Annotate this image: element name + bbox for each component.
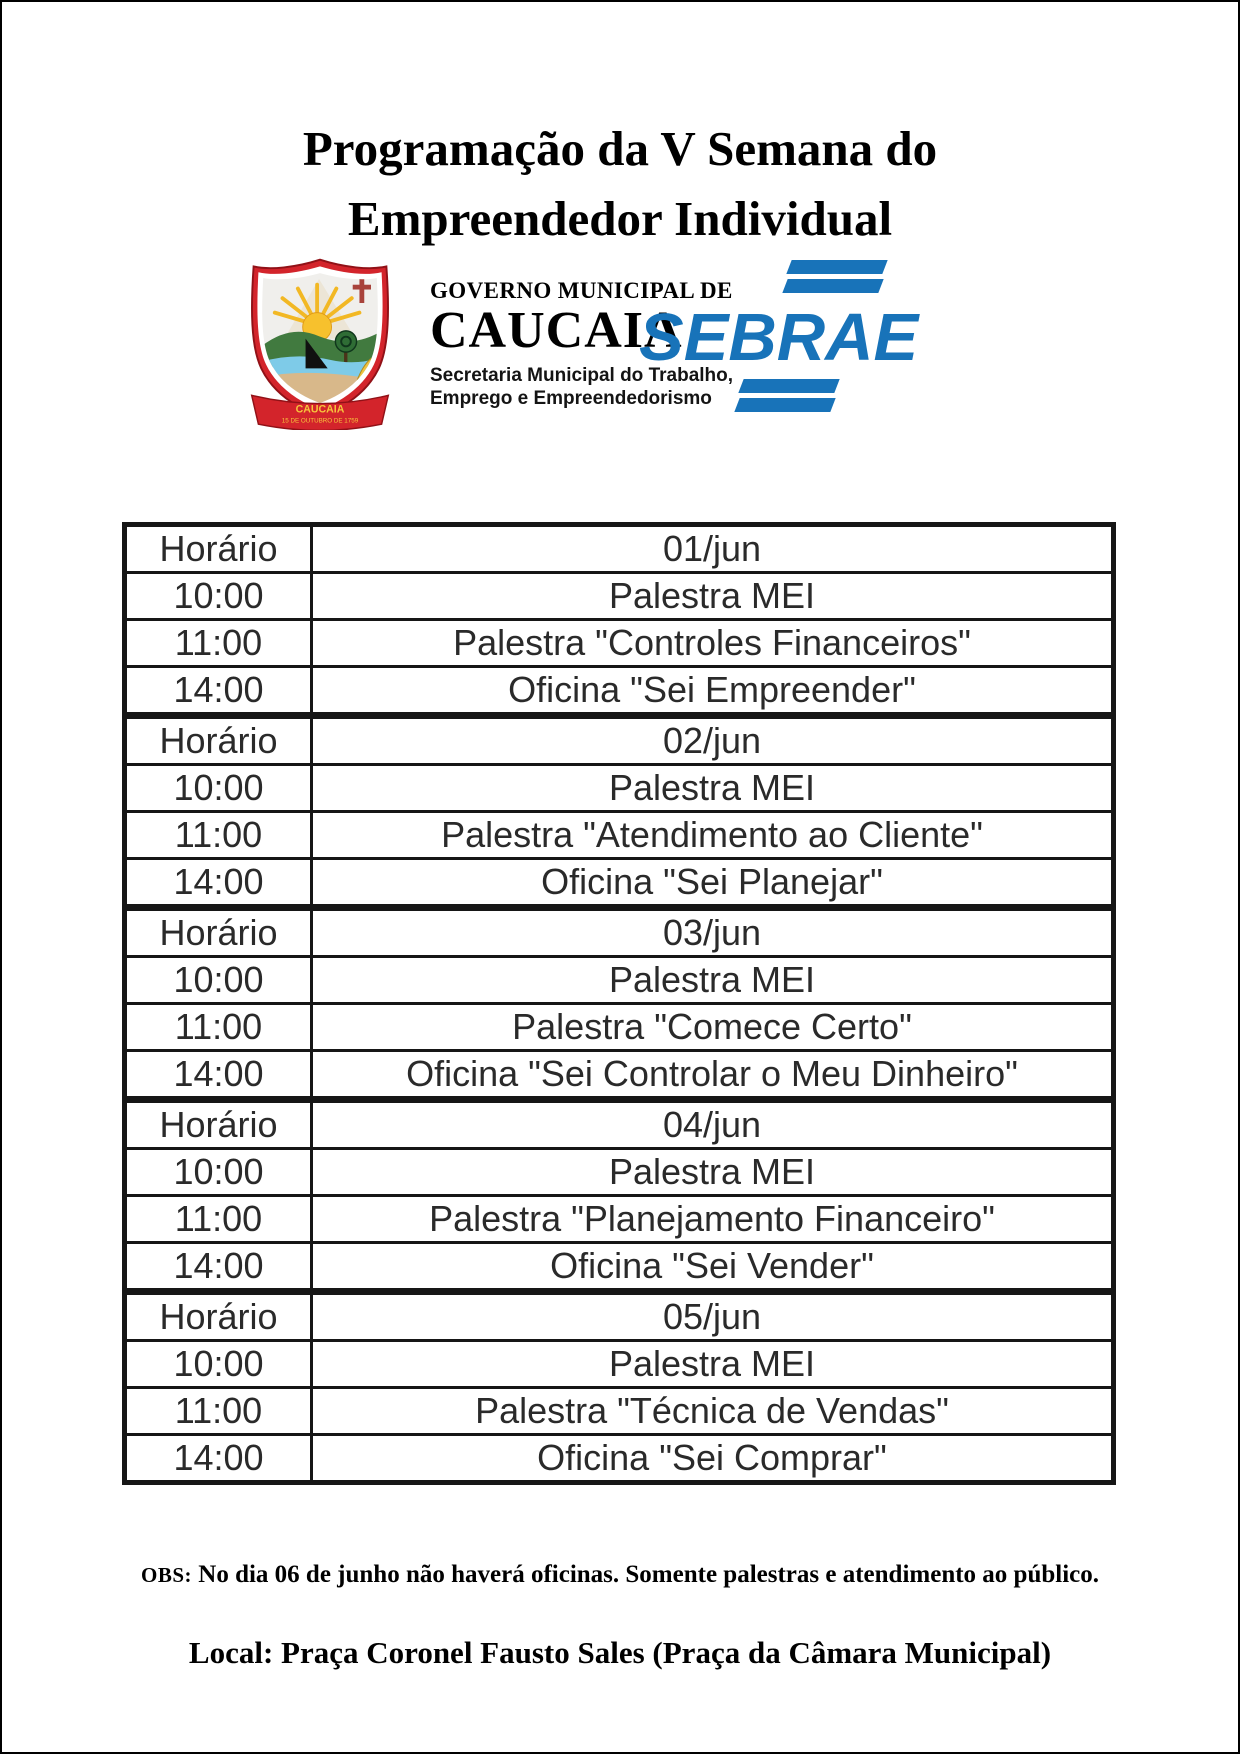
obs-label: OBS: (141, 1563, 193, 1587)
activity-cell: Oficina "Sei Controlar o Meu Dinheiro" (312, 1051, 1114, 1100)
sebrae-logo (637, 260, 919, 420)
date-cell: 01/jun (312, 525, 1114, 573)
day-header-row (125, 525, 1114, 573)
sebrae-bar-icon (738, 379, 839, 393)
activity-cell: Palestra "Atendimento ao Cliente" (312, 812, 1114, 859)
tree-foliage (335, 331, 356, 352)
schedule-row (125, 620, 1114, 667)
day-header-row (125, 1100, 1114, 1149)
gov-secretariat-line1: Secretaria Municipal do Trabalho, (430, 365, 734, 387)
schedule-row (125, 1004, 1114, 1051)
time-cell: 10:00 (125, 957, 312, 1004)
page-title (2, 114, 1238, 253)
gov-name: CAUCAIA (430, 302, 683, 359)
activity-cell: Palestra "Técnica de Vendas" (312, 1388, 1114, 1435)
schedule-row (125, 667, 1114, 716)
sebrae-bar-icon (734, 398, 835, 412)
time-header-cell: Horário (125, 1292, 312, 1341)
schedule-row (125, 1435, 1114, 1483)
time-header-cell: Horário (125, 1100, 312, 1149)
schedule-row (125, 765, 1114, 812)
schedule-row (125, 1051, 1114, 1100)
time-cell: 14:00 (125, 1243, 312, 1292)
time-cell: 11:00 (125, 1388, 312, 1435)
schedule-row (125, 1341, 1114, 1388)
caucaia-crest-logo (238, 252, 402, 430)
time-header-cell: Horário (125, 908, 312, 957)
obs-note (2, 1561, 1238, 1589)
date-cell: 05/jun (312, 1292, 1114, 1341)
sebrae-bar-icon (782, 279, 883, 293)
ribbon-subtitle: 15 DE OUTUBRO DE 1759 (281, 417, 359, 425)
schedule-row (125, 812, 1114, 859)
day-header-row (125, 1292, 1114, 1341)
activity-cell: Palestra MEI (312, 1149, 1114, 1196)
activity-cell: Palestra "Planejamento Financeiro" (312, 1196, 1114, 1243)
gov-secretariat-line2: Emprego e Empreendedorismo (430, 388, 712, 410)
schedule-table-body (125, 525, 1114, 1483)
sebrae-wordmark: SEBRAE (639, 300, 919, 375)
schedule-row (125, 1149, 1114, 1196)
time-cell: 14:00 (125, 1051, 312, 1100)
activity-cell: Palestra "Controles Financeiros" (312, 620, 1114, 667)
activity-cell: Oficina "Sei Empreender" (312, 667, 1114, 716)
time-cell: 11:00 (125, 1004, 312, 1051)
obs-text: No dia 06 de junho não haverá oficinas. Somente palestras e atendimento ao público. (198, 1561, 1099, 1588)
activity-cell: Palestra MEI (312, 957, 1114, 1004)
caucaia-gov-text (430, 278, 734, 410)
page-title-line1: Programação da V Semana do (302, 121, 938, 176)
time-cell: 14:00 (125, 667, 312, 716)
time-cell: 14:00 (125, 1435, 312, 1483)
activity-cell: Oficina "Sei Planejar" (312, 859, 1114, 908)
gov-secretariat (430, 364, 734, 410)
day-header-row (125, 716, 1114, 765)
time-cell: 10:00 (125, 1341, 312, 1388)
schedule-table (122, 522, 1116, 1485)
page-title-line2: Empreendedor Individual (347, 190, 893, 246)
time-cell: 11:00 (125, 1196, 312, 1243)
date-cell: 02/jun (312, 716, 1114, 765)
schedule-row (125, 573, 1114, 620)
activity-cell: Oficina "Sei Comprar" (312, 1435, 1114, 1483)
time-cell: 10:00 (125, 765, 312, 812)
ribbon-title: CAUCAIA (295, 403, 345, 416)
activity-cell: Palestra MEI (312, 573, 1114, 620)
schedule-row (125, 1388, 1114, 1435)
activity-cell: Palestra "Comece Certo" (312, 1004, 1114, 1051)
time-header-cell: Horário (125, 525, 312, 573)
time-cell: 11:00 (125, 620, 312, 667)
time-cell: 10:00 (125, 573, 312, 620)
schedule-row (125, 859, 1114, 908)
schedule-row (125, 1243, 1114, 1292)
time-cell: 14:00 (125, 859, 312, 908)
time-header-cell: Horário (125, 716, 312, 765)
activity-cell: Palestra MEI (312, 765, 1114, 812)
day-header-row (125, 908, 1114, 957)
date-cell: 03/jun (312, 908, 1114, 957)
activity-cell: Oficina "Sei Vender" (312, 1243, 1114, 1292)
schedule-row (125, 1196, 1114, 1243)
gov-line: GOVERNO MUNICIPAL DE (430, 278, 733, 303)
date-cell: 04/jun (312, 1100, 1114, 1149)
schedule-row (125, 957, 1114, 1004)
local-line: Local: Praça Coronel Fausto Sales (Praça da Câmara Municipal) (188, 1635, 1052, 1670)
time-cell: 10:00 (125, 1149, 312, 1196)
activity-cell: Palestra MEI (312, 1341, 1114, 1388)
time-cell: 11:00 (125, 812, 312, 859)
sebrae-bar-icon (786, 260, 887, 274)
